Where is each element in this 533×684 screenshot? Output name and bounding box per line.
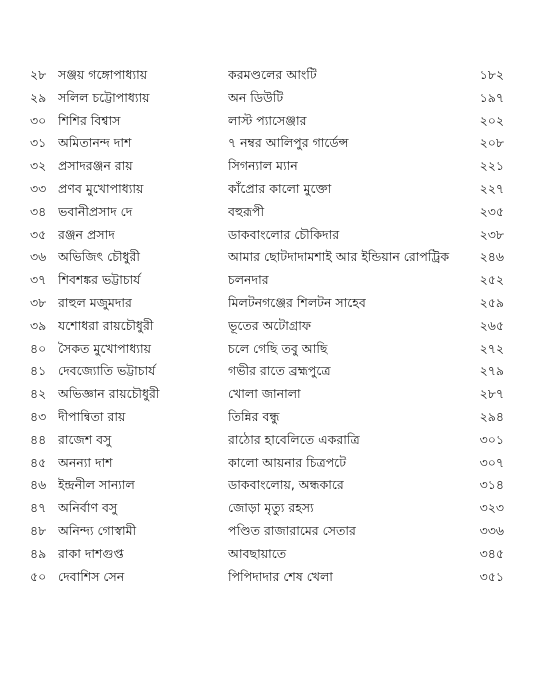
entry-number: ৪৭ bbox=[30, 500, 47, 516]
entry-author: রাজেশ বসু bbox=[58, 431, 112, 447]
entry-number: ৪৫ bbox=[30, 454, 47, 470]
entry-page-number: ৩৩৬ bbox=[479, 522, 504, 538]
toc-entry bbox=[30, 224, 504, 247]
entry-title: ডাকবাংলোয়, অন্ধকারে bbox=[228, 477, 344, 493]
entry-page-number: ৩৫১ bbox=[479, 568, 504, 584]
entry-number: ৩৯ bbox=[30, 317, 47, 333]
entry-author: যশোধরা রায়চৌধুরী bbox=[58, 317, 154, 333]
entry-author: অভিজ্ঞান রায়চৌধুরী bbox=[58, 386, 160, 402]
toc-entry bbox=[30, 315, 504, 338]
toc-entry bbox=[30, 64, 504, 87]
toc-entry bbox=[30, 201, 504, 224]
toc-entry bbox=[30, 543, 504, 566]
entry-number: ৩২ bbox=[30, 158, 47, 174]
entry-title: অন ডিউটি bbox=[228, 89, 284, 105]
entry-number: ৩৩ bbox=[30, 180, 47, 196]
toc-entry bbox=[30, 87, 504, 110]
entry-author: রঞ্জন প্রসাদ bbox=[58, 226, 115, 242]
entry-page-number: ২০২ bbox=[479, 112, 504, 128]
entry-page-number: ১৮২ bbox=[479, 67, 504, 82]
entry-number: ৩৪ bbox=[30, 203, 47, 219]
entry-author: দীপান্বিতা রায় bbox=[58, 408, 126, 424]
entry-number: ৪৪ bbox=[30, 431, 47, 447]
toc-entry bbox=[30, 155, 504, 178]
entry-title: চলনদার bbox=[228, 272, 269, 288]
entry-number: ৩১ bbox=[30, 135, 47, 151]
entry-author: প্রণব মুখোপাধ্যায় bbox=[58, 180, 144, 196]
entry-author: ইন্দ্রনীল সান্যাল bbox=[58, 477, 135, 493]
entry-author: শিবশঙ্কর ভট্টাচার্য bbox=[58, 272, 141, 288]
entry-author: অনিন্দ্য গোস্বামী bbox=[58, 522, 137, 538]
entry-author: অভিজিৎ চৌধুরী bbox=[58, 249, 140, 265]
toc-entry bbox=[30, 406, 504, 429]
entry-page-number: ২৮৭ bbox=[479, 386, 504, 402]
entry-author: শিশির বিশ্বাস bbox=[58, 112, 121, 128]
entry-title: পণ্ডিত রাজারামের সেতার bbox=[228, 522, 356, 538]
toc-entry bbox=[30, 452, 504, 475]
entry-page-number: ৩০৭ bbox=[479, 454, 504, 470]
toc-entry bbox=[30, 429, 504, 452]
toc-entry bbox=[30, 474, 504, 497]
entry-title: ডাকবাংলোর চৌকিদার bbox=[228, 226, 340, 242]
entry-page-number: ৩২৩ bbox=[479, 500, 504, 516]
entry-title: ভূতের অটোগ্রাফ bbox=[228, 317, 311, 333]
entry-title: করমণ্ডলের আংটি bbox=[228, 67, 317, 82]
entry-title: আমার ছোটদাদামশাই আর ইন্ডিয়ান রোপট্রিক bbox=[228, 249, 450, 265]
entry-author: অনন্যা দাশ bbox=[58, 454, 113, 470]
entry-page-number: ৩১৪ bbox=[479, 477, 504, 493]
entry-page-number: ২৭৯ bbox=[479, 363, 504, 379]
entry-title: গভীর রাতে ব্রহ্মপুত্রে bbox=[228, 363, 331, 379]
entry-page-number: ২৭২ bbox=[479, 340, 504, 356]
entry-page-number: ২৯৪ bbox=[479, 408, 504, 424]
table-of-contents bbox=[30, 64, 504, 588]
entry-author: রাকা দাশগুপ্ত bbox=[58, 545, 124, 561]
toc-entry bbox=[30, 292, 504, 315]
entry-title: আবছায়াতে bbox=[228, 545, 287, 561]
entry-page-number: ২০৮ bbox=[479, 135, 504, 151]
toc-entry bbox=[30, 110, 504, 133]
entry-number: ৪২ bbox=[30, 386, 47, 402]
toc-entry bbox=[30, 269, 504, 292]
entry-author: রাহুল মজুমদার bbox=[58, 294, 132, 310]
entry-title: মিলটনগঞ্জের শিলটন সাহেব bbox=[228, 294, 366, 310]
entry-title: খোলা জানালা bbox=[228, 386, 301, 402]
entry-page-number: ৩৪৫ bbox=[479, 545, 504, 561]
entry-number: ২৯ bbox=[30, 89, 47, 105]
toc-entry bbox=[30, 566, 504, 589]
entry-title: চলে গেছি তবু আছি bbox=[228, 340, 328, 356]
entry-author: দেবাশিস সেন bbox=[58, 568, 125, 584]
toc-entry bbox=[30, 497, 504, 520]
entry-number: ৩০ bbox=[30, 112, 47, 128]
entry-number: ৩৭ bbox=[30, 272, 47, 288]
entry-page-number: ২৬৫ bbox=[479, 317, 504, 333]
entry-author: অমিতানন্দ দাশ bbox=[58, 135, 132, 151]
toc-entry bbox=[30, 132, 504, 155]
entry-title: ৭ নম্বর আলিপুর গার্ডেন্স bbox=[228, 135, 349, 151]
entry-title: তিন্নির বন্ধু bbox=[228, 408, 280, 424]
entry-page-number: ২২৭ bbox=[479, 180, 504, 196]
entry-title: কালো আয়নার চিত্রপটে bbox=[228, 454, 347, 470]
entry-number: ৫০ bbox=[30, 568, 47, 584]
entry-page-number: ২৪৬ bbox=[479, 249, 504, 265]
entry-page-number: ২৫২ bbox=[479, 272, 504, 288]
toc-entry bbox=[30, 178, 504, 201]
entry-author: সঞ্জয় গঙ্গোপাধ্যায় bbox=[58, 67, 148, 82]
toc-entry bbox=[30, 383, 504, 406]
entry-number: ৪১ bbox=[30, 363, 47, 379]
entry-author: সৈকত মুখোপাধ্যায় bbox=[58, 340, 151, 356]
entry-page-number: ১৯৭ bbox=[479, 89, 504, 105]
toc-entry bbox=[30, 338, 504, 361]
entry-title: পিপিদাদার শেষ খেলা bbox=[228, 568, 333, 584]
entry-number: ৪০ bbox=[30, 340, 47, 356]
entry-number: ৩৬ bbox=[30, 249, 47, 265]
entry-title: কাঁপ্রোর কালো মুক্তো bbox=[228, 180, 332, 196]
entry-number: ৪৯ bbox=[30, 545, 47, 561]
entry-number: ৪৮ bbox=[30, 522, 47, 538]
entry-number: ৩৫ bbox=[30, 226, 47, 242]
toc-entry bbox=[30, 520, 504, 543]
entry-number: ৪৩ bbox=[30, 408, 47, 424]
entry-title: রাঠোর হাবেলিতে একরাত্রি bbox=[228, 431, 360, 447]
entry-author: সলিল চট্টোপাধ্যায় bbox=[58, 89, 150, 105]
entry-author: ভবানীপ্রসাদ দে bbox=[58, 203, 133, 219]
entry-title: সিগন্যাল ম্যান bbox=[228, 158, 298, 174]
entry-page-number: ২৩৫ bbox=[479, 203, 504, 219]
entry-author: অনির্বাণ বসু bbox=[58, 500, 118, 516]
entry-title: বহুরূপী bbox=[228, 203, 265, 219]
entry-page-number: ২৩৮ bbox=[479, 226, 504, 242]
entry-title: জোড়া মৃত্যু রহস্য bbox=[228, 500, 314, 516]
entry-author: দেবজ্যোতি ভট্টাচার্য bbox=[58, 363, 156, 379]
entry-number: ২৮ bbox=[30, 67, 47, 82]
toc-entry bbox=[30, 360, 504, 383]
entry-number: ৩৮ bbox=[30, 294, 47, 310]
entry-author: প্রসাদরঞ্জন রায় bbox=[58, 158, 133, 174]
entry-page-number: ২২১ bbox=[479, 158, 504, 174]
entry-page-number: ২৫৯ bbox=[479, 294, 504, 310]
entry-title: লাস্ট প্যাসেঞ্জার bbox=[228, 112, 307, 128]
entry-page-number: ৩০১ bbox=[479, 431, 504, 447]
entry-number: ৪৬ bbox=[30, 477, 47, 493]
toc-entry bbox=[30, 246, 504, 269]
